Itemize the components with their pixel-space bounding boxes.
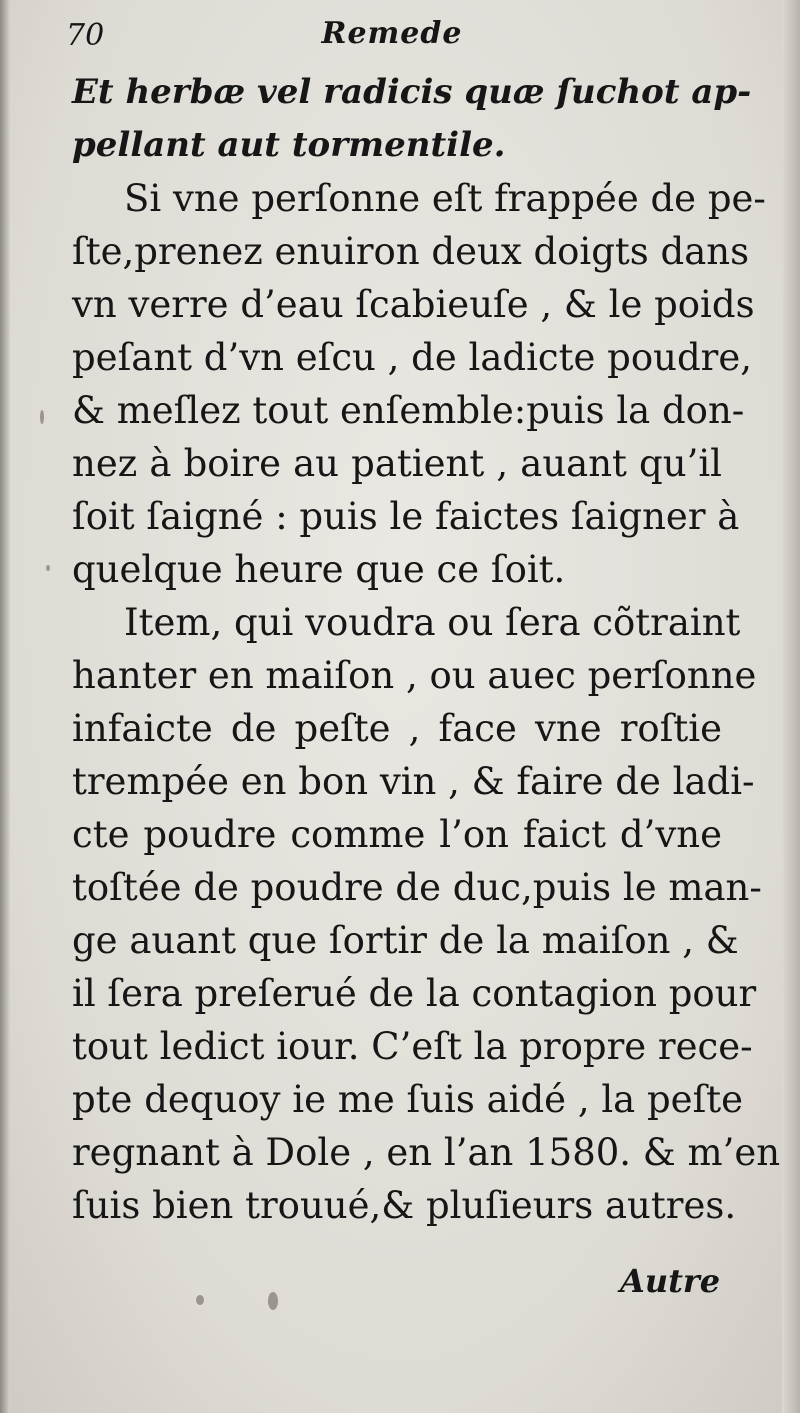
text-line: Si vne perſonne eſt frappée de pe- [124,177,766,220]
text-line: trempée en bon vin , & faire de ladi- [72,760,755,803]
body-text [72,66,781,1232]
ink-speck [40,410,44,424]
text-line: regnant à Dole , en l’an 1580. & m’en [72,1131,781,1174]
text-line: pellant aut tormentile. [72,125,506,165]
text-line: peſant d’vn eſcu , de ladicte poudre, [72,336,752,379]
ink-speck [268,1292,278,1310]
page-header [62,8,722,58]
text-line: cte poudre comme l’on faict d’vne [72,813,722,856]
text-line: tout ledict iour. C’eſt la propre rece- [72,1025,753,1068]
text-line: ſoit ſaigné : puis le faictes ſaigner à [72,495,740,538]
text-line: Et herbæ vel radicis quæ ſuchot ap- [72,72,752,112]
text-line: Item, qui voudra ou ſera cõtraint [124,601,741,644]
text-line: hanter en maiſon , ou auec perſonne [72,654,757,697]
page-edge-right [782,0,800,1413]
text-line: ſte,prenez enuiron deux doigts dans [72,230,750,273]
text-line: ſuis bien trouué,& pluſieurs autres. [72,1184,737,1227]
text-line: & meſlez tout enſemble:puis la don- [72,389,745,432]
text-line: ge auant que ſortir de la maiſon , & [72,919,739,962]
ink-speck [196,1295,204,1305]
text-line: nez à boire au patient , auant qu’il [72,442,722,485]
text-line: vn verre d’eau ſcabieuſe , & le poids [72,283,755,326]
page-number: 70 [66,18,105,53]
catchword: Autre [620,1262,721,1300]
page-edge-left [0,0,10,1413]
text-line: quelque heure que ce ſoit. [72,548,566,591]
text-line: il ſera preſerué de la contagion pour [72,972,757,1015]
text-line: infaicte de peſte , face vne roſtie [72,707,722,750]
text-line: toſtée de poudre de duc,puis le man- [72,866,762,909]
ink-speck [46,565,50,571]
text-line: pte dequoy ie me ſuis aidé , la peſte [72,1078,744,1121]
running-head: Remede [321,16,463,51]
